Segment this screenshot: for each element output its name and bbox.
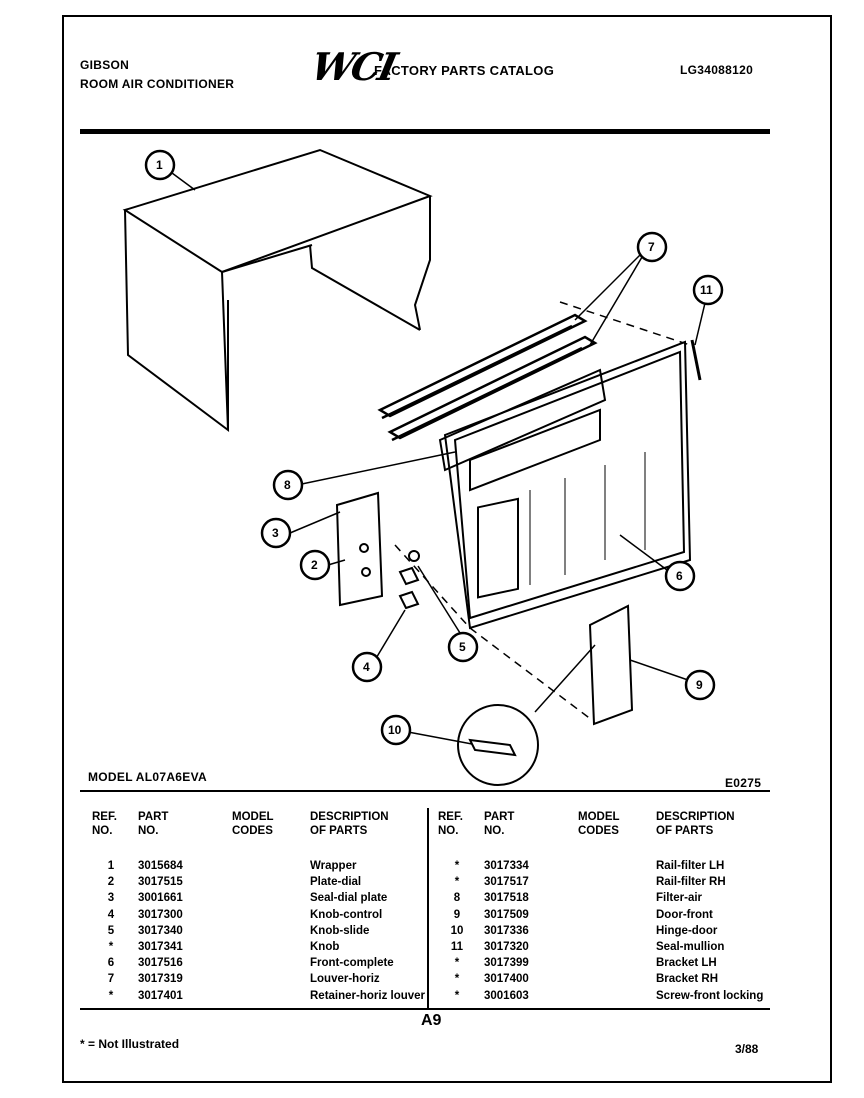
table-row [88,988,444,1004]
callout-2: 2 [311,558,318,572]
part-number-cell: 3017399 [484,957,529,970]
col-part-header: PART NO. [138,811,169,837]
description-cell: Knob-control [310,908,383,921]
model-codes-cell [574,874,652,890]
table-row [434,988,790,1004]
callout-3: 3 [272,526,279,540]
table-row [88,971,444,987]
callout-6: 6 [676,569,683,583]
part-number-cell: 3015684 [138,860,183,873]
model-codes-cell [228,939,306,955]
ref-cell: 8 [453,892,461,905]
callout-7: 7 [648,240,655,254]
ref-cell: 2 [107,876,115,889]
description-cell: Rail-filter RH [656,876,726,889]
model-codes-cell [228,988,306,1004]
model-codes-cell [574,971,652,987]
model-line: MODEL AL07A6EVA [88,770,207,784]
model-codes-cell [574,988,652,1004]
col-model-codes-header: MODEL CODES [232,811,274,837]
model-codes-cell [574,939,652,955]
ref-cell: 11 [450,941,464,954]
table-row [434,923,790,939]
part-number-cell: 3017401 [138,989,183,1002]
table-row [434,971,790,987]
model-codes-cell [228,890,306,906]
catalog-title: FACTORY PARTS CATALOG [374,63,555,78]
ref-cell: 7 [107,973,115,986]
description-cell: Wrapper [310,860,357,873]
part-number-cell: 3017517 [484,876,529,889]
table-row [88,907,444,923]
model-codes-cell [228,923,306,939]
ref-cell: * [454,957,460,970]
part-number-cell: 3017320 [484,941,529,954]
part-number-cell: 3001661 [138,892,183,905]
footnote: * = Not Illustrated [80,1037,180,1051]
parts-table-left [88,810,444,1004]
callout-11: 11 [700,283,713,297]
catalog-code: LG34088120 [680,63,754,77]
ref-cell: * [108,941,114,954]
wrapper-part [125,150,430,430]
door-part [590,606,632,724]
description-cell: Hinge-door [656,924,718,937]
callout-5: 5 [459,640,466,654]
seal-mullion-part [692,340,700,380]
table-row [434,955,790,971]
description-cell: Seal-dial plate [310,892,388,905]
model-codes-cell [574,923,652,939]
description-cell: Rail-filter LH [656,860,725,873]
ref-cell: 5 [107,924,115,937]
table-row [88,955,444,971]
col-description-header: DESCRIPTION OF PARTS [310,811,389,837]
part-number-cell: 3017340 [138,924,183,937]
table-row [88,874,444,890]
table-bottom-rule [80,1008,770,1010]
table-row [434,907,790,923]
description-cell: Screw-front locking [656,989,764,1002]
description-cell: Knob [310,941,340,954]
part-number-cell: 3001603 [484,989,529,1002]
col-description-header: DESCRIPTION OF PARTS [656,811,735,837]
model-code: E0275 [725,776,762,790]
description-cell: Retainer-horiz louver [310,989,426,1002]
table-row [434,939,790,955]
callout-8: 8 [284,478,291,492]
table-row [434,874,790,890]
ref-cell: * [454,860,460,873]
col-part-header: PART NO. [484,811,515,837]
table-header-row [434,810,790,838]
ref-cell: 9 [453,908,461,921]
part-number-cell: 3017300 [138,908,183,921]
description-cell: Bracket LH [656,957,717,970]
model-codes-cell [228,971,306,987]
part-number-cell: 3017509 [484,908,529,921]
callout-4: 4 [363,660,370,674]
part-number-cell: 3017336 [484,924,529,937]
part-number-cell: 3017516 [138,957,183,970]
exploded-parts-diagram [62,140,802,790]
knob-parts [400,551,419,608]
hinge-inset [458,705,538,785]
col-ref-header: REF. NO. [438,811,463,837]
ref-cell: 3 [107,892,115,905]
part-number-cell: 3017518 [484,892,529,905]
model-codes-cell [228,874,306,890]
table-row [88,858,444,874]
col-model-codes-header: MODEL CODES [578,811,620,837]
table-row [434,858,790,874]
description-cell: Filter-air [656,892,703,905]
plate-dial-part [337,493,382,605]
description-cell: Knob-slide [310,924,370,937]
model-codes-cell [574,858,652,874]
model-codes-cell [228,907,306,923]
table-row [434,890,790,906]
date-code: 3/88 [735,1042,759,1056]
ref-cell: * [454,876,460,889]
description-cell: Plate-dial [310,876,362,889]
model-codes-cell [574,890,652,906]
part-number-cell: 3017341 [138,941,183,954]
ref-cell: 10 [450,924,464,937]
table-row [88,923,444,939]
callout-9: 9 [696,678,703,692]
ref-cell: * [454,989,460,1002]
product-name: ROOM AIR CONDITIONER [80,77,235,91]
description-cell: Front-complete [310,957,394,970]
ref-cell: * [108,989,114,1002]
col-ref-header: REF. NO. [92,811,117,837]
page-id: A9 [421,1012,442,1029]
wci-logo: WCI [307,44,399,89]
ref-cell: * [454,973,460,986]
part-number-cell: 3017400 [484,973,529,986]
table-divider [427,808,429,1008]
model-codes-cell [228,955,306,971]
table-header-row [88,810,444,838]
part-number-cell: 3017334 [484,860,529,873]
brand-name: GIBSON [80,58,130,72]
ref-cell: 6 [107,957,115,970]
header-rule [80,129,770,134]
parts-table-right [434,810,790,1004]
model-codes-cell [574,907,652,923]
callout-10: 10 [388,723,402,737]
table-top-rule [80,790,770,792]
table-row [88,939,444,955]
ref-cell: 4 [107,908,115,921]
ref-cell: 1 [107,860,115,873]
description-cell: Seal-mullion [656,941,725,954]
callout-1: 1 [156,158,163,172]
description-cell: Bracket RH [656,973,718,986]
part-number-cell: 3017515 [138,876,183,889]
part-number-cell: 3017319 [138,973,183,986]
description-cell: Louver-horiz [310,973,380,986]
description-cell: Door-front [656,908,713,921]
model-codes-cell [228,858,306,874]
model-codes-cell [574,955,652,971]
table-row [88,890,444,906]
